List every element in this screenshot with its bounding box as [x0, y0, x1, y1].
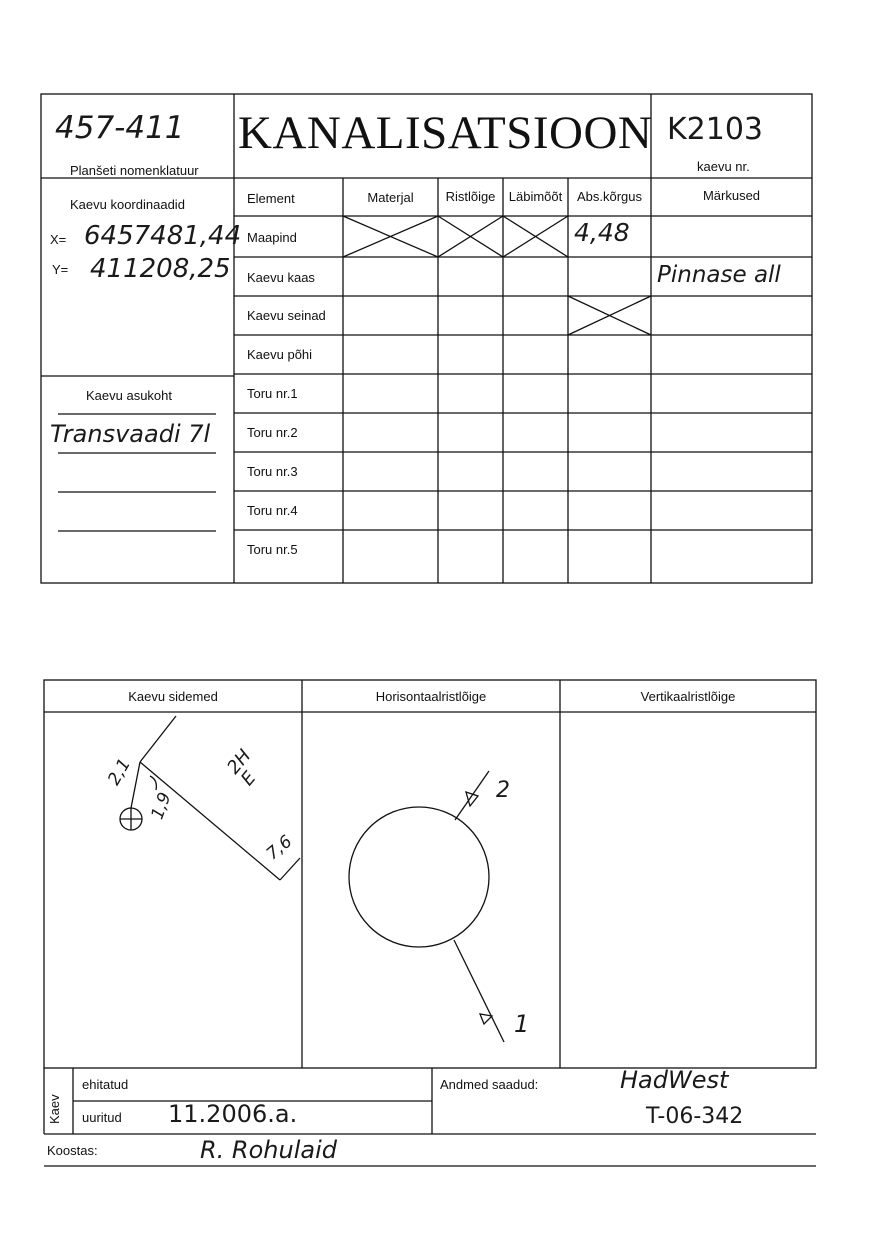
- pipe-label-top: 2: [496, 778, 510, 803]
- sketch-dimension: 7,6: [262, 831, 297, 865]
- row-element-label: Toru nr.4: [247, 503, 298, 518]
- row-element-label: Kaevu põhi: [247, 347, 313, 362]
- row-element-label: Maapind: [247, 230, 297, 245]
- header-abs-height: Abs.kõrgus: [576, 189, 643, 204]
- header-element: Element: [247, 191, 295, 206]
- row-element-label: Kaevu seinad: [247, 308, 326, 323]
- horizontal-section-label: Horisontaalristlõige: [375, 689, 487, 704]
- x-coordinate-value: 6457481,44: [84, 221, 242, 251]
- y-coordinate-value: 411208,25: [90, 254, 231, 284]
- well-number-value: K2103: [667, 112, 764, 147]
- nomenclature-label: Planšeti nomenklatuur: [70, 163, 199, 178]
- surveyed-label: uuritud: [82, 1110, 122, 1125]
- form-title: KANALISATSIOON: [238, 107, 653, 159]
- compiled-by-signature: R. Rohulaid: [200, 1136, 337, 1164]
- data-source-reference: T-06-342: [646, 1104, 744, 1129]
- well-label: Kaev: [47, 1094, 62, 1124]
- header-diameter: Läbimõõt: [508, 189, 563, 204]
- row-element-label: Toru nr.5: [247, 542, 298, 557]
- sketch-dimension: 1,9: [147, 789, 176, 823]
- coordinates-label: Kaevu koordinaadid: [70, 197, 185, 212]
- row-element-label: Toru nr.3: [247, 464, 298, 479]
- header-material: Materjal: [367, 190, 414, 205]
- well-number-label: kaevu nr.: [697, 159, 750, 174]
- surveyed-date: 11.2006.a.: [168, 1100, 298, 1128]
- row-element-label: Kaevu kaas: [247, 270, 315, 285]
- built-label: ehitatud: [82, 1077, 129, 1092]
- x-prefix: X=: [50, 232, 67, 247]
- location-value: Transvaadi 7l: [50, 420, 211, 448]
- data-source-value: HadWest: [620, 1066, 729, 1094]
- vertical-section-label: Vertikaalristlõige: [640, 689, 736, 704]
- abs-height-ground: 4,48: [574, 218, 630, 247]
- sketch-dimension: 2,1: [104, 755, 135, 789]
- row-element-label: Toru nr.2: [247, 425, 298, 440]
- location-label: Kaevu asukoht: [86, 388, 173, 403]
- y-prefix: Y=: [52, 262, 69, 277]
- sketch-reference: 2H E: [223, 745, 261, 790]
- pipe-label-bottom: 1: [514, 1010, 530, 1038]
- header-remarks: Märkused: [702, 188, 761, 203]
- nomenclature-value: 457-411: [55, 110, 185, 146]
- row-element-label: Toru nr.1: [247, 386, 298, 401]
- ties-label: Kaevu sidemed: [128, 689, 218, 704]
- header-cross-section: Ristlõige: [445, 189, 496, 204]
- data-source-label: Andmed saadud:: [440, 1077, 539, 1092]
- remark-cover: Pinnase all: [657, 262, 781, 288]
- compiled-by-label: Koostas:: [47, 1143, 98, 1158]
